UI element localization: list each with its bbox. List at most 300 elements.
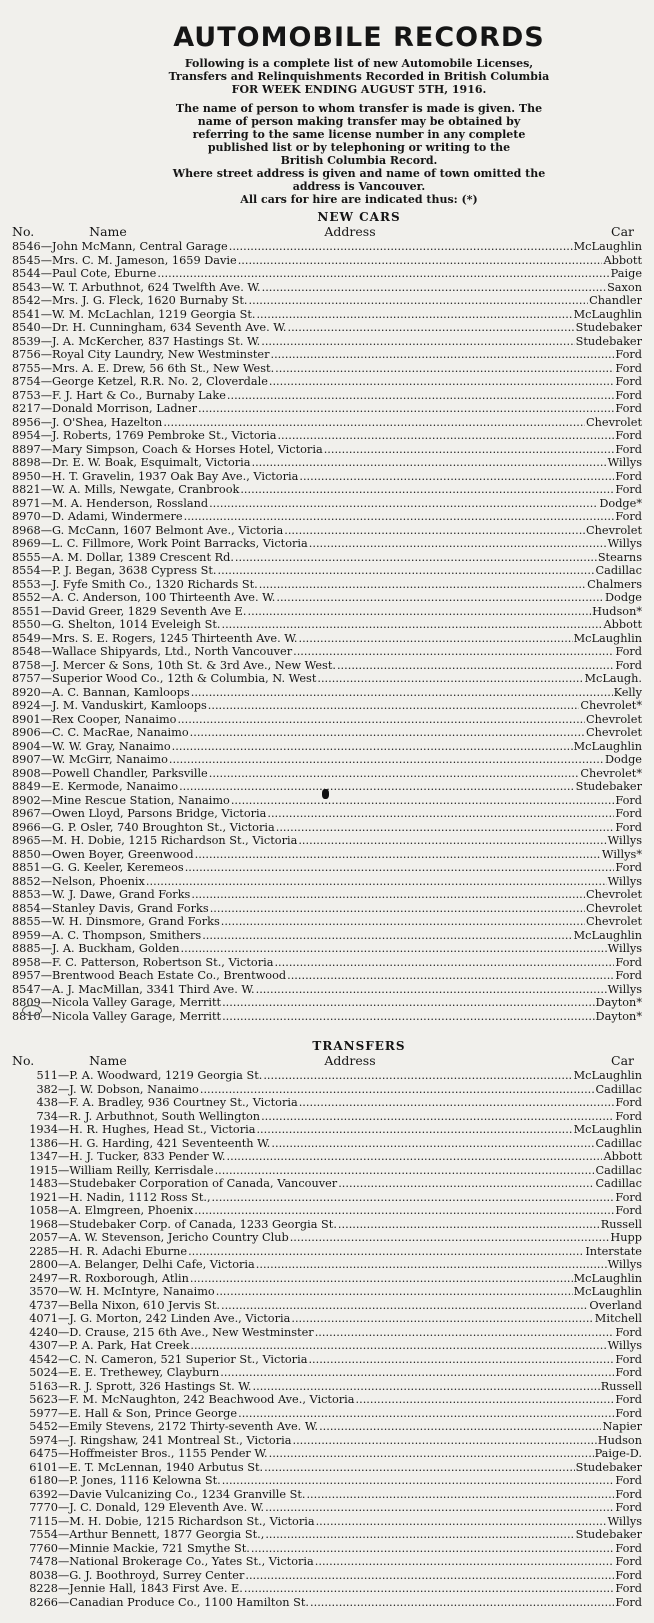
list-item: 8554 — P. J. Began, 3638 Cypress St. ..... Cadillac: [12, 564, 642, 578]
list-item: 8924 — J. M. Vanduskirt, Kamloops ..... Chevrolet*: [12, 699, 642, 713]
car-make: Ford: [615, 429, 642, 442]
owner-and-address: Davie Vulcanizing Co., 1234 Granville St.: [69, 1487, 306, 1501]
list-item: 8548 — Wallace Shipyards, Ltd., North Vancouver ..... Ford: [12, 645, 642, 659]
owner-and-address: E. Kermode, Nanaimo: [52, 780, 179, 793]
license-number: 8810: [12, 1009, 41, 1023]
header-name: Name: [89, 224, 127, 239]
list-item: 8897 — Mary Simpson, Coach & Horses Hotel, Victoria ..... Ford: [12, 443, 642, 457]
owner-and-address: Hoffmeister Bros., 1155 Pender W.: [69, 1447, 268, 1460]
license-number: 5024: [29, 1366, 58, 1379]
owner-and-address: W. J. Dawe, Grand Forks: [52, 888, 191, 901]
list-item: 8885 — J. A. Buckham, Golden ..... Willys: [12, 942, 642, 956]
license-number: 8757: [12, 672, 41, 685]
owner-and-address: G. P. Osler, 740 Broughton St., Victoria: [52, 820, 275, 834]
owner-and-address: H. Nadin, 1112 Ross St.,: [69, 1190, 211, 1204]
list-item: 8539 — J. A. McKercher, 837 Hastings St. W. ..... Studebaker: [12, 335, 642, 349]
owner-and-address: Owen Lloyd, Parsons Bridge, Victoria: [52, 807, 267, 820]
owner-and-address: P. J. Began, 3638 Cypress St.: [52, 564, 217, 577]
license-number: 6392: [29, 1487, 58, 1501]
car-make: Ford: [615, 861, 642, 874]
car-make: McLaughlin: [573, 1285, 642, 1298]
car-make: Overland: [589, 1298, 642, 1312]
list-item: 8971 — M. A. Henderson, Rossland ..... Dodge*: [12, 497, 642, 511]
owner-and-address: M. H. Dobie, 1215 Richardson St., Victoria: [69, 1514, 315, 1528]
owner-and-address: R. J. Arbuthnot, South Wellington: [69, 1109, 261, 1123]
car-make: Ford: [615, 1393, 642, 1406]
car-make: Ford: [615, 1487, 642, 1501]
license-number: 8038: [29, 1568, 58, 1582]
transfers-list: [12, 1069, 642, 1609]
list-item: 8541 — W. M. McLachlan, 1219 Georgia St. ..... McLaughlin: [12, 308, 642, 322]
car-make: Russell: [600, 1217, 642, 1231]
owner-and-address: Minnie Mackie, 721 Smythe St.: [69, 1541, 250, 1555]
license-number: 8897: [12, 442, 41, 456]
new-cars-heading: NEW CARS: [317, 210, 401, 224]
list-item: 8552 — A. C. Anderson, 100 Thirteenth Ave. W. ..... Dodge: [12, 591, 642, 605]
owner-and-address: R. Roxborough, Atlin: [69, 1271, 189, 1285]
owner-and-address: W. W. Gray, Nanaimo: [52, 739, 171, 753]
license-number: 8849: [12, 780, 41, 793]
car-make: Chevrolet: [585, 915, 642, 928]
car-make: Kelly: [613, 685, 642, 699]
car-make: Saxon: [607, 280, 642, 294]
list-item: 8969 — L. C. Fillmore, Work Point Barracks, Victoria ..... Willys: [12, 537, 642, 551]
list-item: 6101 — E. T. McLennan, 1940 Arbutus St. ..... Studebaker: [12, 1461, 642, 1475]
car-make: Abbott: [603, 1150, 642, 1163]
list-item: 8908 — Powell Chandler, Parksville ..... Chevrolet*: [12, 767, 642, 781]
list-item: 8898 — Dr. E. W. Boak, Esquimalt, Victoria ..... Willys: [12, 456, 642, 470]
list-item: 511 — P. A. Woodward, 1219 Georgia St. ..... McLaughlin: [12, 1069, 642, 1083]
list-item: 8954 — J. Roberts, 1769 Pembroke St., Victoria ..... Ford: [12, 429, 642, 443]
list-item: 8550 — G. Shelton, 1014 Eveleigh St. ..... Abbott: [12, 618, 642, 632]
list-item: 8753 — F. J. Hart & Co., Burnaby Lake ..... Ford: [12, 389, 642, 403]
list-item: 8809 — Nicola Valley Garage, Merritt ..... Dayton*: [12, 996, 642, 1010]
license-number: 1058: [29, 1204, 58, 1217]
license-number: 7760: [29, 1541, 58, 1555]
owner-and-address: Brentwood Beach Estate Co., Brentwood: [52, 969, 287, 982]
license-number: 6101: [29, 1460, 58, 1474]
owner-and-address: Wallace Shipyards, Ltd., North Vancouver: [52, 645, 293, 658]
list-item: 8217 — Donald Morrison, Ladner ..... Ford: [12, 402, 642, 416]
license-number: 8855: [12, 915, 41, 928]
transfers-column-headers: [12, 1053, 642, 1069]
owner-and-address: F. A. Bradley, 936 Courtney St., Victoria: [69, 1096, 298, 1109]
license-number: 8542: [12, 294, 41, 307]
car-make: Chandler: [589, 294, 642, 307]
license-number: 8885: [12, 942, 41, 955]
license-number: 1921: [29, 1190, 58, 1204]
owner-and-address: D. Adami, Windermere: [52, 510, 183, 523]
owner-and-address: J. Roberts, 1769 Pembroke St., Victoria: [52, 429, 277, 442]
license-number: 8553: [12, 577, 41, 591]
license-number: 8956: [12, 415, 41, 429]
owner-and-address: Mrs. C. M. Jameson, 1659 Davie: [52, 253, 237, 267]
car-make: Ford: [615, 1109, 642, 1123]
owner-and-address: P. Jones, 1116 Kelowna St.: [69, 1474, 221, 1487]
car-make: Chalmers: [587, 577, 642, 591]
intro-line: Transfers and Relinquishments Recorded in British Columbia: [168, 70, 550, 83]
owner-and-address: National Brokerage Co., Yates St., Victoria: [69, 1555, 314, 1568]
license-number: 8809: [12, 996, 41, 1009]
license-number: 7115: [29, 1514, 58, 1528]
car-make: McLaughlin: [573, 240, 642, 253]
car-make: Cadillac: [595, 1136, 642, 1150]
list-item: 8950 — H. T. Gravelin, 1937 Oak Bay Ave., Victoria ..... Ford: [12, 470, 642, 484]
owner-and-address: F. M. McNaughton, 242 Beachwood Ave., Victoria: [69, 1393, 355, 1406]
list-item: 1386 — H. G. Harding, 421 Seventeenth W. ..... Cadillac: [12, 1137, 642, 1151]
car-make: McLaughlin: [573, 928, 642, 942]
car-make: Dayton*: [595, 1009, 642, 1023]
header-no: No.: [12, 1053, 35, 1068]
car-make: Ford: [615, 402, 642, 415]
list-item: 8967 — Owen Lloyd, Parsons Bridge, Victoria ..... Ford: [12, 807, 642, 821]
car-make: Chevrolet: [585, 888, 642, 901]
license-number: 8545: [12, 253, 41, 267]
intro-line: Following is a complete list of new Automobile Licenses,: [184, 57, 534, 70]
owner-and-address: Paul Cote, Eburne: [52, 267, 157, 280]
license-number: 5974: [29, 1433, 58, 1447]
license-number: 8950: [12, 469, 41, 483]
license-number: 8853: [12, 888, 41, 901]
license-number: 8954: [12, 429, 41, 442]
list-item: 1058 — A. Elmgreen, Phoenix ..... Ford: [12, 1204, 642, 1218]
owner-and-address: J. M. Vanduskirt, Kamloops: [52, 699, 207, 712]
license-number: 8821: [12, 483, 41, 496]
car-make: Studebaker: [575, 1528, 642, 1541]
owner-and-address: Mrs. J. G. Fleck, 1620 Burnaby St.: [52, 294, 248, 307]
license-number: 382: [36, 1082, 58, 1096]
car-make: Hudson*: [592, 604, 642, 618]
list-item: 4737 — Bella Nixon, 610 Jervis St. ..... Overland: [12, 1299, 642, 1313]
car-make: Hupp: [610, 1231, 642, 1244]
license-number: 8967: [12, 807, 41, 820]
license-number: 8555: [12, 550, 41, 564]
owner-and-address: A. Belanger, Delhi Cafe, Victoria: [69, 1258, 255, 1271]
license-number: 5163: [29, 1379, 58, 1393]
list-item: 1934 — H. R. Hughes, Head St., Victoria ..... McLaughlin: [12, 1123, 642, 1137]
owner-and-address: Emily Stevens, 2172 Thirty-seventh Ave. W.: [69, 1420, 319, 1433]
license-number: 8970: [12, 510, 41, 523]
car-make: Studebaker: [575, 321, 642, 334]
license-number: 8906: [12, 726, 41, 739]
owner-and-address: Owen Boyer, Greenwood: [52, 847, 194, 861]
list-item: 8810 — Nicola Valley Garage, Merritt ..... Dayton*: [12, 1010, 642, 1024]
list-item: 6180 — P. Jones, 1116 Kelowna St. ..... Ford: [12, 1474, 642, 1488]
list-item: 8553 — J. Fyfe Smith Co., 1320 Richards St. ..... Chalmers: [12, 578, 642, 592]
owner-and-address: R. J. Sprott, 326 Hastings St. W.: [69, 1379, 252, 1393]
car-make: Ford: [615, 1541, 642, 1555]
license-number: 8969: [12, 537, 41, 550]
list-item: 8543 — W. T. Arbuthnot, 624 Twelfth Ave. W. ..... Saxon: [12, 281, 642, 295]
transfers-heading: TRANSFERS: [312, 1039, 406, 1053]
license-number: 2057: [29, 1231, 58, 1244]
owner-and-address: W. M. McLachlan, 1219 Georgia St.: [52, 307, 256, 321]
car-make: Willys: [607, 537, 642, 550]
car-make: Ford: [615, 442, 642, 456]
car-make: Ford: [615, 1406, 642, 1420]
car-make: Chevrolet: [585, 523, 642, 537]
list-item: 438 — F. A. Bradley, 936 Courtney St., Victoria ..... Ford: [12, 1096, 642, 1110]
owner-and-address: A. C. Bannan, Kamloops: [52, 685, 190, 699]
page-title: AUTOMOBILE RECORDS: [173, 22, 545, 53]
car-make: Ford: [615, 361, 642, 375]
car-make: Ford: [615, 348, 642, 361]
car-make: Ford: [615, 1501, 642, 1514]
car-make: Ford: [615, 1352, 642, 1366]
list-item: 8542 — Mrs. J. G. Fleck, 1620 Burnaby St. ..... Chandler: [12, 294, 642, 308]
license-number: 1347: [29, 1150, 58, 1163]
license-number: 7478: [29, 1555, 58, 1568]
list-item: 8956 — J. O'Shea, Hazelton ..... Chevrolet: [12, 416, 642, 430]
owner-and-address: P. A. Park, Hat Creek: [69, 1339, 190, 1352]
list-item: 8968 — G. McCann, 1607 Belmont Ave., Victoria ..... Chevrolet: [12, 524, 642, 538]
license-number: 7554: [29, 1528, 58, 1541]
license-number: 8920: [12, 685, 41, 699]
owner-and-address: H. R. Adachi Eburne: [69, 1244, 188, 1258]
car-make: Willys: [607, 1339, 642, 1352]
license-number: 7770: [29, 1501, 58, 1514]
owner-and-address: J. A. McKercher, 837 Hastings St. W.: [52, 334, 261, 348]
list-item: 8854 — Stanley Davis, Grand Forks ..... Chevrolet: [12, 902, 642, 916]
list-item: 1347 — H. J. Tucker, 833 Pender W. ..... Abbott: [12, 1150, 642, 1164]
owner-and-address: Studebaker Corp. of Canada, 1233 Georgia St.: [69, 1217, 337, 1231]
intro-line: published list or by telephoning or writing to the: [207, 141, 511, 154]
license-number: 8966: [12, 820, 41, 834]
owner-and-address: W. H. Dinsmore, Grand Forks: [52, 915, 220, 928]
car-make: Ford: [615, 807, 642, 820]
owner-and-address: F. J. Hart & Co., Burnaby Lake: [52, 388, 226, 402]
license-number: 8902: [12, 793, 41, 807]
list-item: 2285 — H. R. Adachi Eburne ..... Interstate: [12, 1245, 642, 1259]
car-make: Cadillac: [595, 1082, 642, 1096]
car-make: McLaughlin: [573, 631, 642, 645]
license-number: 8217: [12, 402, 41, 415]
license-number: 8543: [12, 280, 41, 294]
list-item: 8901 — Rex Cooper, Nanaimo ..... Chevrolet: [12, 713, 642, 727]
car-make: Ford: [615, 375, 642, 388]
car-make: Ford: [615, 1582, 642, 1595]
car-make: Mitchell: [594, 1312, 642, 1325]
license-number: 8968: [12, 523, 41, 537]
car-make: Willys: [607, 982, 642, 996]
license-number: 8852: [12, 874, 41, 888]
license-number: 6475: [29, 1447, 58, 1460]
list-item: 5024 — E. E. Trethewey, Clayburn ..... Ford: [12, 1366, 642, 1380]
car-make: McLaughlin: [573, 1069, 642, 1082]
owner-and-address: Mine Rescue Station, Nanaimo: [52, 793, 230, 807]
license-number: 8958: [12, 955, 41, 969]
owner-and-address: J. Ringshaw, 241 Montreal St., Victoria: [69, 1433, 292, 1447]
owner-and-address: Jennie Hall, 1843 First Ave. E.: [69, 1582, 243, 1595]
car-make: Abbott: [603, 253, 642, 267]
list-item: 8228 — Jennie Hall, 1843 First Ave. E. ..... Ford: [12, 1582, 642, 1596]
license-number: 8957: [12, 969, 41, 982]
car-make: Ford: [615, 1096, 642, 1109]
intro-line: address is Vancouver.: [292, 180, 426, 193]
owner-and-address: William Reilly, Kerrisdale: [69, 1163, 214, 1177]
owner-and-address: J. Mercer & Sons, 10th St. & 3rd Ave., New West.: [52, 658, 336, 672]
list-item: 8546 — John McMann, Central Garage ..... McLaughlin: [12, 240, 642, 254]
owner-and-address: Nelson, Phoenix: [52, 874, 145, 888]
car-make: McLaugh.: [584, 672, 642, 685]
list-item: 8551 — David Greer, 1829 Seventh Ave E. ..... Hudson*: [12, 605, 642, 619]
car-make: Ford: [615, 1366, 642, 1379]
list-item: 8547 — A. J. MacMillan, 3341 Third Ave. W. ..... Willys: [12, 983, 642, 997]
license-number: 5977: [29, 1406, 58, 1420]
car-make: Dodge: [604, 591, 642, 604]
owner-and-address: Bella Nixon, 610 Jervis St.: [69, 1298, 220, 1312]
license-number: 4307: [29, 1339, 58, 1352]
license-number: 8549: [12, 631, 41, 645]
license-number: 8546: [12, 240, 41, 253]
license-number: 8959: [12, 928, 41, 942]
owner-and-address: Dr. E. W. Boak, Esquimalt, Victoria: [52, 456, 251, 469]
owner-and-address: W. T. Arbuthnot, 624 Twelfth Ave. W.: [52, 280, 261, 294]
license-number: 8758: [12, 658, 41, 672]
owner-and-address: Royal City Laundry, New Westminster: [52, 348, 270, 361]
license-number: 2800: [29, 1258, 58, 1271]
car-make: Russell: [600, 1379, 642, 1393]
list-item: 8902 — Mine Rescue Station, Nanaimo ..... Ford: [12, 794, 642, 808]
license-number: 8548: [12, 645, 41, 658]
car-make: Ford: [615, 483, 642, 496]
list-item: 8266 — Canadian Produce Co., 1100 Hamilton St. ..... Ford: [12, 1596, 642, 1610]
list-item: 7760 — Minnie Mackie, 721 Smythe St. ..... Ford: [12, 1542, 642, 1556]
car-make: Napier: [602, 1420, 642, 1433]
license-number: 1968: [29, 1217, 58, 1231]
intro-paragraph: [76, 57, 642, 206]
car-make: Ford: [615, 820, 642, 834]
owner-and-address: M. H. Dobie, 1215 Richardson St., Victoria: [52, 834, 298, 847]
license-number: 8908: [12, 766, 41, 780]
list-item: 8904 — W. W. Gray, Nanaimo ..... McLaughlin: [12, 740, 642, 754]
list-item: 2497 — R. Roxborough, Atlin ..... McLaughlin: [12, 1272, 642, 1286]
owner-and-address: E. E. Trethewey, Clayburn: [69, 1366, 220, 1379]
header-car: Car: [611, 1053, 634, 1068]
owner-and-address: C. C. MacRae, Nanaimo: [52, 726, 189, 739]
list-item: 2800 — A. Belanger, Delhi Cafe, Victoria ..... Willys: [12, 1258, 642, 1272]
owner-and-address: E. Hall & Son, Prince George: [69, 1406, 238, 1420]
header-no: No.: [12, 224, 35, 239]
list-item: 8754 — George Ketzel, R.R. No. 2, Cloverdale ..... Ford: [12, 375, 642, 389]
owner-and-address: H. R. Hughes, Head St., Victoria: [69, 1123, 256, 1136]
list-item: 8756 — Royal City Laundry, New Westminster ..... Ford: [12, 348, 642, 362]
license-number: 8539: [12, 334, 41, 348]
owner-and-address: J. O'Shea, Hazelton: [52, 415, 163, 429]
license-number: 8965: [12, 834, 41, 847]
license-number: 8754: [12, 375, 41, 388]
license-number: 8898: [12, 456, 41, 469]
license-number: 5452: [29, 1420, 58, 1433]
license-number: 8854: [12, 901, 41, 915]
owner-and-address: A. Elmgreen, Phoenix: [69, 1204, 194, 1217]
license-number: 8907: [12, 753, 41, 766]
list-item: 8549 — Mrs. S. E. Rogers, 1245 Thirteenth Ave. W. ..... McLaughlin: [12, 632, 642, 646]
license-number: 8552: [12, 591, 41, 604]
car-make: Ford: [615, 469, 642, 483]
car-make: Ford: [615, 955, 642, 969]
owner-and-address: David Greer, 1829 Seventh Ave E.: [52, 604, 247, 618]
intro-line: The name of person to whom transfer is made is given. The: [175, 102, 543, 115]
list-item: 4240 — D. Crause, 215 6th Ave., New Westminster ..... Ford: [12, 1326, 642, 1340]
owner-and-address: Dr. H. Cunningham, 634 Seventh Ave. W.: [52, 321, 287, 334]
license-number: 8554: [12, 564, 41, 577]
list-item: 8852 — Nelson, Phoenix ..... Willys: [12, 875, 642, 889]
license-number: 4240: [29, 1325, 58, 1339]
owner-and-address: Stanley Davis, Grand Forks: [52, 901, 209, 915]
list-item: 4071 — J. G. Morton, 242 Linden Ave., Victoria ..... Mitchell: [12, 1312, 642, 1326]
car-make: Cadillac: [595, 1177, 642, 1190]
list-item: 8555 — A. M. Dollar, 1389 Crescent Rd. ..... Stearns: [12, 551, 642, 565]
license-number: 8266: [29, 1595, 58, 1609]
list-item: 8959 — A. C. Thompson, Smithers ..... McLaughlin: [12, 929, 642, 943]
car-make: Studebaker: [575, 780, 642, 793]
license-number: 8756: [12, 348, 41, 361]
list-item: 8966 — G. P. Osler, 740 Broughton St., Victoria ..... Ford: [12, 821, 642, 835]
list-item: 8958 — F. C. Patterson, Robertson St., Victoria ..... Ford: [12, 956, 642, 970]
intro-line: British Columbia Record.: [280, 154, 438, 167]
list-item: 6392 — Davie Vulcanizing Co., 1234 Granville St. ..... Ford: [12, 1488, 642, 1502]
new-cars-list: [12, 240, 642, 1023]
car-make: Ford: [615, 793, 642, 807]
car-make: McLaughlin: [573, 739, 642, 753]
car-make: Willys: [607, 1258, 642, 1271]
owner-and-address: D. Crause, 215 6th Ave., New Westminster: [69, 1325, 314, 1339]
owner-and-address: Powell Chandler, Parksville: [52, 766, 208, 780]
car-make: Abbott: [603, 618, 642, 631]
car-make: McLaughlin: [573, 1271, 642, 1285]
car-make: Ford: [615, 1325, 642, 1339]
car-make: Willys: [607, 456, 642, 469]
owner-and-address: G. Shelton, 1014 Eveleigh St.: [52, 618, 221, 631]
owner-and-address: H. J. Tucker, 833 Pender W.: [69, 1150, 226, 1163]
list-item: 8853 — W. J. Dawe, Grand Forks ..... Chevrolet: [12, 888, 642, 902]
owner-and-address: Canadian Produce Co., 1100 Hamilton St.: [69, 1595, 310, 1609]
owner-and-address: Mary Simpson, Coach & Horses Hotel, Victoria: [52, 442, 323, 456]
list-item: 8855 — W. H. Dinsmore, Grand Forks ..... Chevrolet: [12, 915, 642, 929]
car-make: Ford: [615, 510, 642, 523]
owner-and-address: L. C. Fillmore, Work Point Barracks, Victoria: [52, 537, 308, 550]
owner-and-address: Rex Cooper, Nanaimo: [52, 712, 177, 726]
license-number: 8551: [12, 604, 41, 618]
owner-and-address: P. A. Woodward, 1219 Georgia St.: [69, 1069, 263, 1082]
car-make: Ford: [615, 388, 642, 402]
license-number: 8904: [12, 739, 41, 753]
license-number: 2497: [29, 1271, 58, 1285]
header-name: Name: [89, 1053, 127, 1068]
license-number: 1934: [29, 1123, 58, 1136]
car-make: Stearns: [597, 550, 642, 564]
license-number: 8550: [12, 618, 41, 631]
car-make: Ford: [615, 1474, 642, 1487]
license-number: 8755: [12, 361, 41, 375]
list-item: 5974 — J. Ringshaw, 241 Montreal St., Victoria ..... Hudson: [12, 1434, 642, 1448]
list-item: 8544 — Paul Cote, Eburne ..... Paige: [12, 267, 642, 281]
list-item: 8906 — C. C. MacRae, Nanaimo ..... Chevrolet: [12, 726, 642, 740]
list-item: 4307 — P. A. Park, Hat Creek ..... Willys: [12, 1339, 642, 1353]
owner-and-address: A. C. Thompson, Smithers: [52, 928, 202, 942]
license-number: 4737: [29, 1298, 58, 1312]
list-item: 3570 — W. H. McIntyre, Nanaimo ..... McLaughlin: [12, 1285, 642, 1299]
list-item: 8920 — A. C. Bannan, Kamloops ..... Kelly: [12, 686, 642, 700]
owner-and-address: H. G. Harding, 421 Seventeenth W.: [69, 1136, 271, 1150]
list-item: 8849 — E. Kermode, Nanaimo ..... Studebaker: [12, 780, 642, 794]
license-number: 6180: [29, 1474, 58, 1487]
header-address: Address: [324, 224, 376, 239]
owner-and-address: Nicola Valley Garage, Merritt: [52, 1009, 222, 1023]
car-make: Willys: [607, 874, 642, 888]
list-item: 7554 — Arthur Bennett, 1877 Georgia St., ..... Studebaker: [12, 1528, 642, 1542]
